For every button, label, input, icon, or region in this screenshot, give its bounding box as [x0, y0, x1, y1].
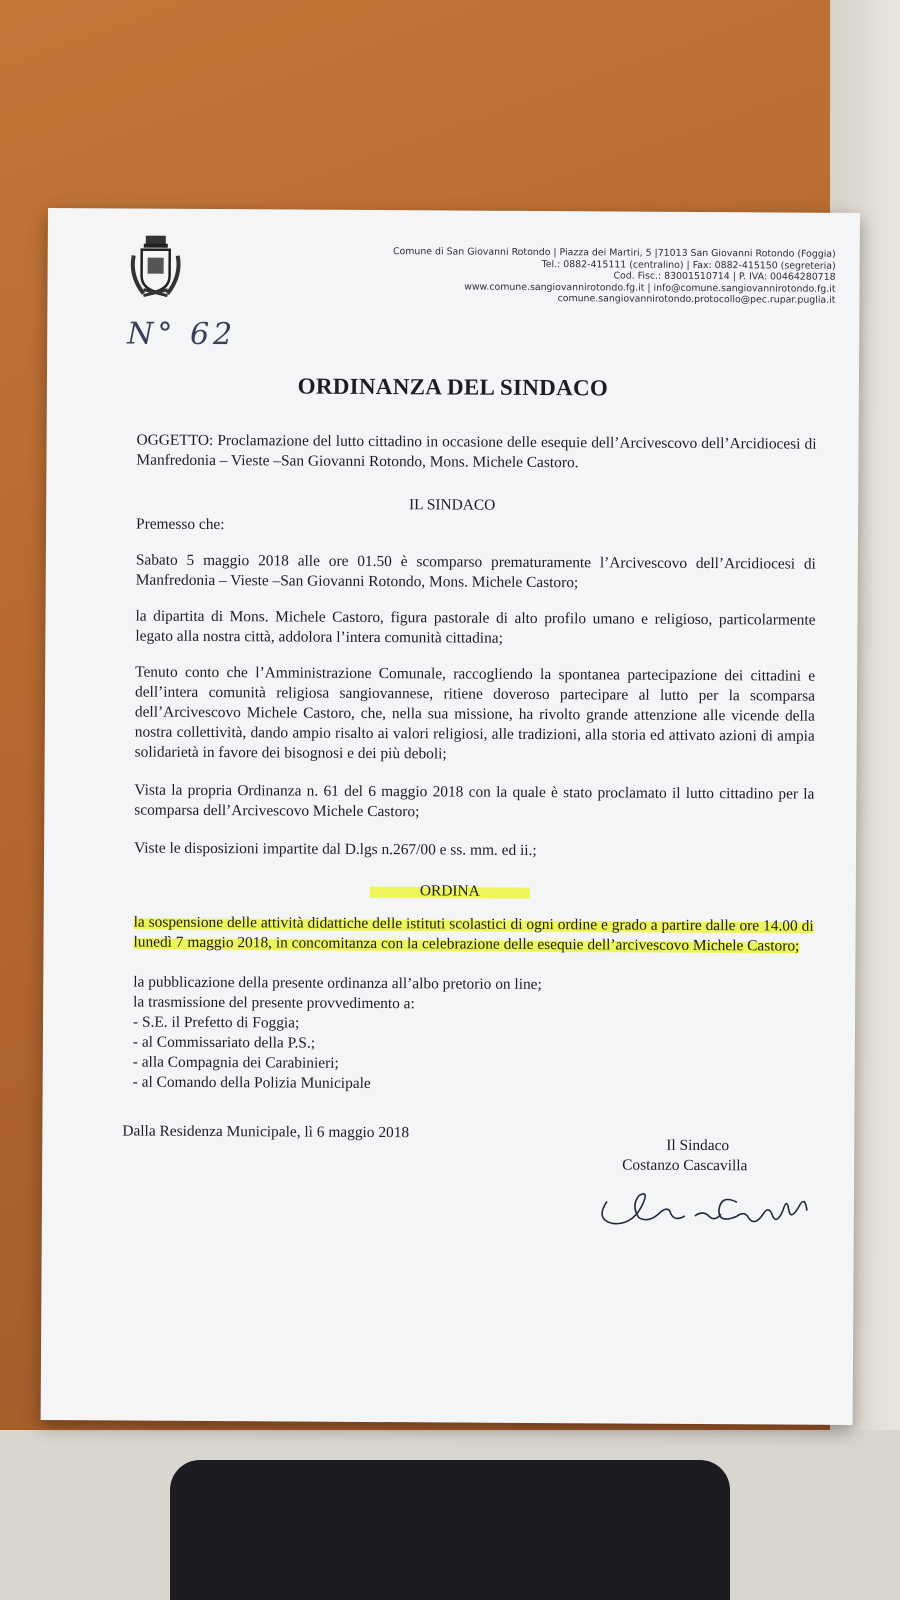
- paragraph-1: Sabato 5 maggio 2018 alle ore 01.50 è scomparso prematuramente l’Arcivescovo dell’Arcidiocesi di Manfredonia – Vieste –San Giovanni Rotondo, Mons. Michele Castoro;: [135, 551, 816, 592]
- municipality-header: [275, 245, 835, 306]
- list-item: - alla Compagnia dei Carabinieri;: [132, 1053, 339, 1072]
- header-line-web: www.comune.sangiovannirotondo.fg.it | info@comune.sangiovannirotondo.fg.it: [464, 281, 836, 295]
- list-item: - al Commissariato della P.S.;: [132, 1033, 316, 1052]
- handwritten-number: N° 62: [127, 316, 237, 353]
- header-line-tax: Cod. Fisc.: 83001510714 | P. IVA: 00464280718: [613, 270, 836, 283]
- ordina-list: [133, 973, 814, 1097]
- il-sindaco-heading: IL SINDACO: [409, 496, 496, 514]
- list-item: - S.E. il Prefetto di Foggia;: [132, 1013, 300, 1032]
- header-line-phone: Tel.: 0882-415111 (centralino) | Fax: 0882-415150 (segreteria): [541, 258, 836, 272]
- handwritten-signature-icon: [587, 1171, 827, 1232]
- paragraph-2: la dipartita di Mons. Michele Castoro, figura pastorale di alto profilo umano e religioso, particolarmente legato alla nostra città, addolora l’intera comunità cittadina;: [135, 607, 816, 647]
- ordina-paragraph: la sospensione delle attività didattiche delle istituti scolastici di ogni ordine e grado a partire dalle ore 14.00 di lunedì 7 maggio 2018, in concomitanza con la celebrazione delle esequie dell’arcivescovo Michele Castoro;: [133, 913, 814, 955]
- paragraph-3: Tenuto conto che l’Amministrazione Comunale, raccogliendo la spontanea partecipazione dei cittadini e dell’intera comunità religiosa sangiovannese, ritiene doveroso partecipare al lutto per la scomparsa dell’Arcivescovo Michele Castoro, che, nella sua missione, ha rivolto grande attenzione alle vicende della nostra collettività, dando ampio risalto ai valori religiosi, alle tradizioni, alla storia ed attivato azioni di ampia solidarietà in favore dei bisognosi e dei più deboli;: [134, 663, 816, 763]
- date-line: Dalla Residenza Municipale, lì 6 maggio 2018: [122, 1122, 410, 1142]
- document-title: ORDINANZA DEL SINDACO: [297, 373, 609, 401]
- header-line-address: Comune di San Giovanni Rotondo | Piazza dei Martiri, 5 |71013 San Giovanni Rotondo (Foggia): [392, 246, 836, 260]
- ordina-heading: ORDINA: [44, 880, 856, 903]
- subject-paragraph: OGGETTO: Proclamazione del lutto cittadino in occasione delle esequie dell’Arcivescovo dell’Arcidiocesi di Manfredonia – Vieste –San Giovanni Rotondo, Mons. Michele Castoro.: [136, 431, 817, 472]
- signature-name: Costanzo Cascavilla: [622, 1156, 748, 1175]
- dark-cloth: [170, 1460, 730, 1600]
- list-item: la trasmissione del presente provvedimento a:: [133, 993, 415, 1013]
- paragraph-5: Viste le disposizioni impartite dal D.lgs n.267/00 e ss. mm. ed ii.;: [134, 839, 537, 859]
- paragraph-4: Vista la propria Ordinanza n. 61 del 6 maggio 2018 con la quale è stato proclamato il lutto cittadino per la scomparsa dell’Arcivescovo Michele Castoro;: [134, 781, 815, 821]
- premesso-label: Premesso che:: [136, 515, 225, 534]
- municipal-crest-icon: [127, 233, 183, 303]
- signature-title: Il Sindaco: [666, 1136, 730, 1155]
- header-line-pec: comune.sangiovannirotondo.protocollo@pec.rupar.puglia.it: [557, 293, 836, 306]
- signature-block: [622, 1136, 747, 1177]
- document-sheet: [41, 208, 860, 1425]
- list-item: - al Comando della Polizia Municipale: [132, 1073, 371, 1092]
- list-item: la pubblicazione della presente ordinanza all’albo pretorio on line;: [133, 973, 542, 994]
